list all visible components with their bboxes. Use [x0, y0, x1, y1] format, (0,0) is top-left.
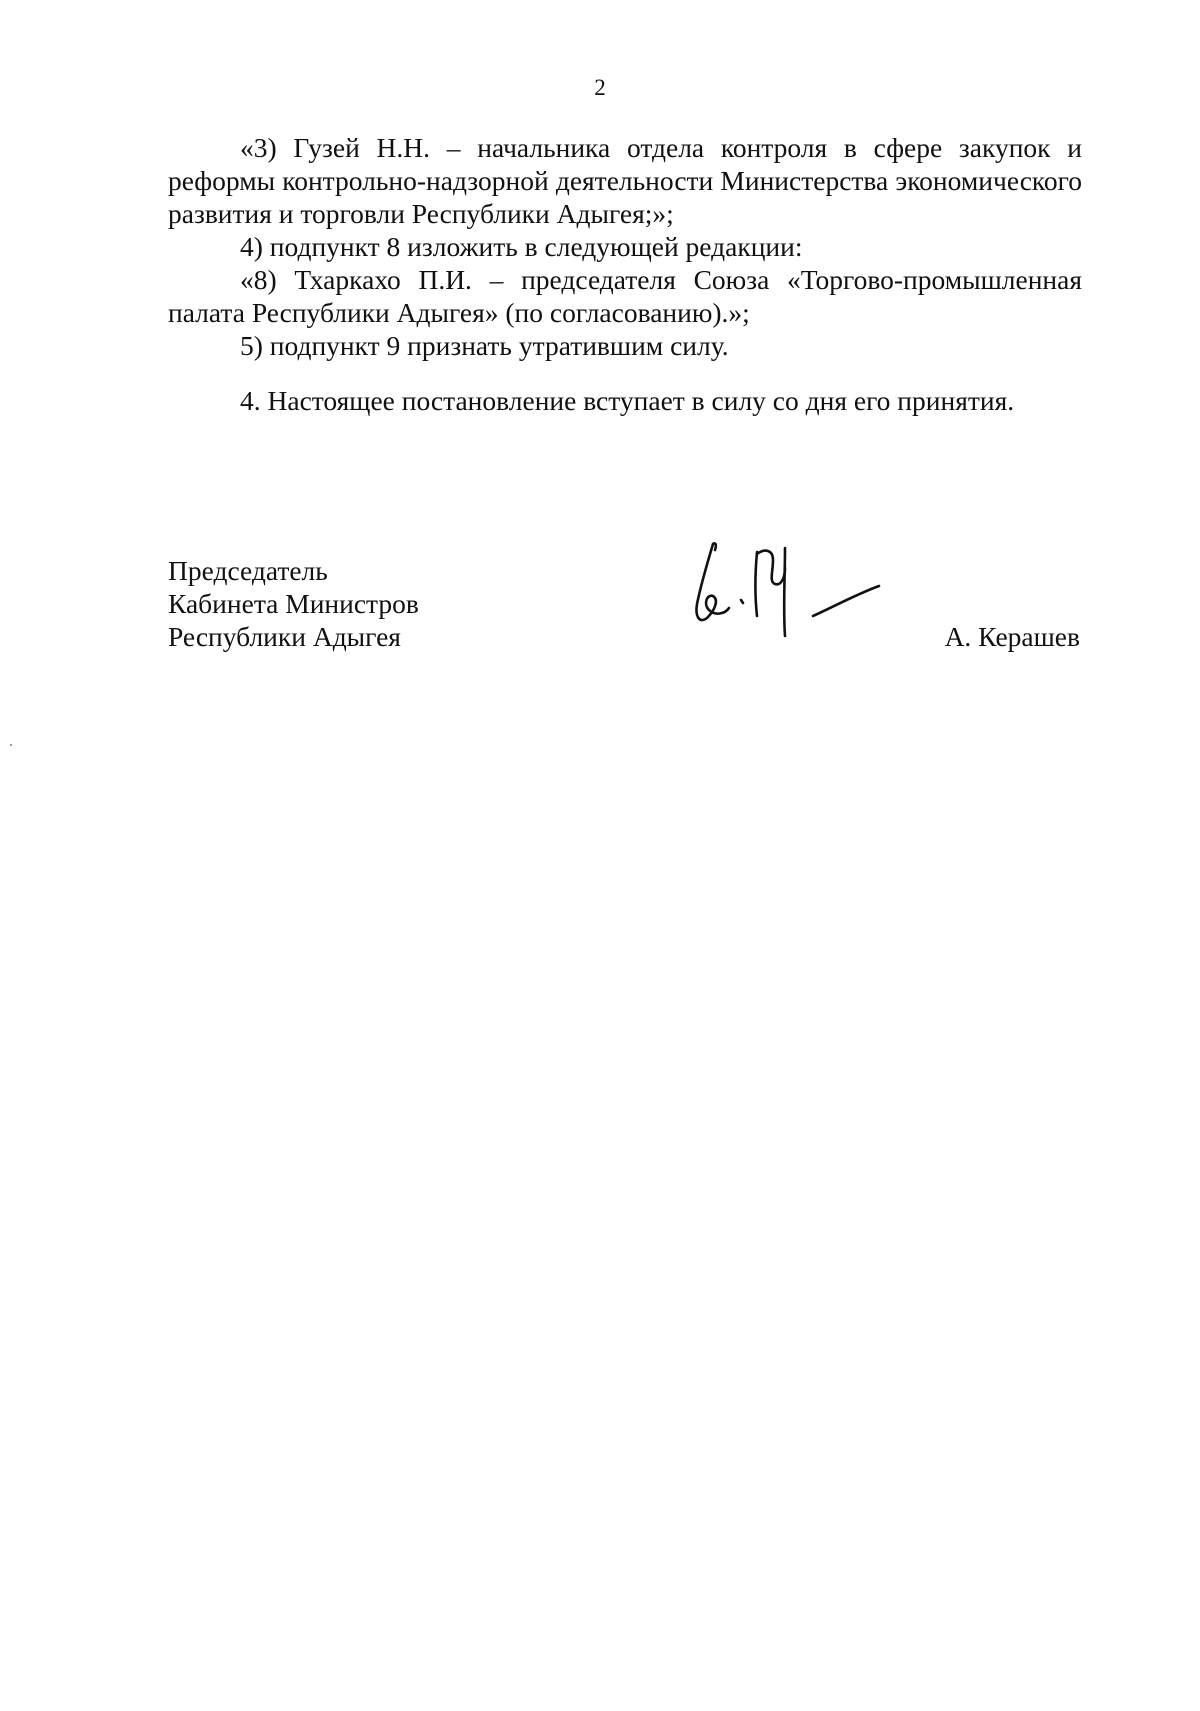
paragraph-subitem-4: 4) подпункт 8 изложить в следующей редакции:	[240, 231, 803, 262]
document-body	[168, 131, 1082, 417]
signatory-title-line: Кабинета Министров	[168, 588, 419, 619]
signatory-title-line: Председатель	[168, 555, 328, 586]
paragraph-clause-4: 4. Настоящее постановление вступает в силу со дня его принятия.	[240, 385, 1015, 416]
paragraph-item-3: «3) Гузей Н.Н. – начальника отдела контроля в сфере закупок и реформы контрольно-надзорной деятельности Министерства экономического развития и торговли Республики Адыгея;»;	[168, 132, 1082, 229]
paragraph-item-8: «8) Тхаркахо П.И. – председателя Союза «Торгово-промышленная палата Республики Адыгея» (по согласованию).»;	[168, 264, 1082, 328]
handwritten-signature	[685, 538, 905, 658]
signer-name: А. Керашев	[944, 621, 1080, 652]
scan-speck	[10, 744, 12, 746]
signatory-title	[168, 554, 419, 653]
page-number: 2	[594, 75, 606, 100]
signatory-title-line: Республики Адыгея	[168, 621, 401, 652]
paragraph-subitem-5: 5) подпункт 9 признать утратившим силу.	[240, 330, 729, 361]
